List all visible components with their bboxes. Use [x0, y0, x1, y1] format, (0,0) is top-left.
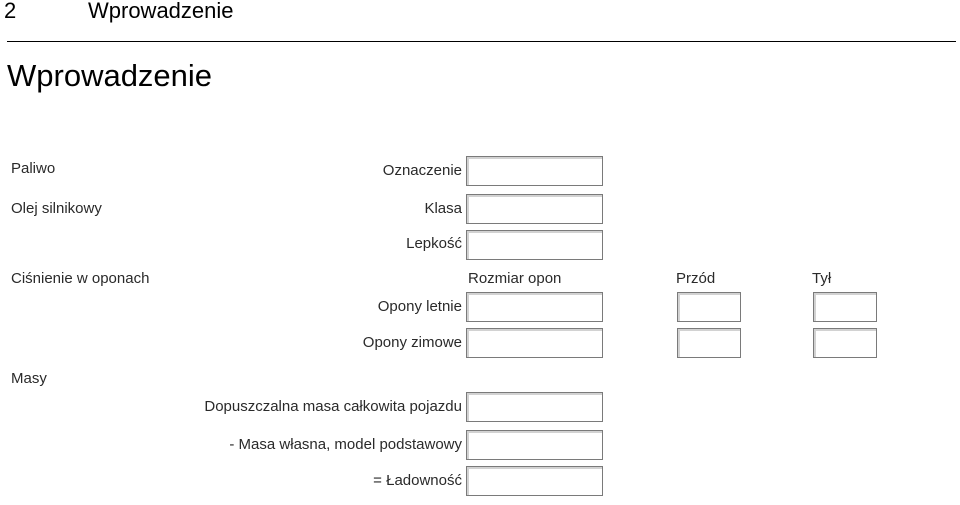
payload-field[interactable] [466, 466, 603, 496]
fuel-designation-field[interactable] [466, 156, 603, 186]
winter-rear-pressure-field[interactable] [813, 328, 877, 358]
tire-pressure-section-label: Ciśnienie w oponach [11, 270, 150, 287]
tire-size-column-header: Rozmiar opon [468, 270, 562, 287]
fuel-designation-label: Oznaczenie [382, 162, 462, 179]
gross-mass-label: Dopuszczalna masa całkowita pojazdu [204, 398, 462, 415]
oil-class-field[interactable] [466, 194, 603, 224]
winter-front-pressure-field[interactable] [677, 328, 741, 358]
oil-viscosity-field[interactable] [466, 230, 603, 260]
payload-label: = Ładowność [373, 472, 462, 489]
summer-rear-pressure-field[interactable] [813, 292, 877, 322]
fuel-section-label: Paliwo [11, 160, 56, 177]
rear-column-header: Tył [812, 270, 832, 287]
gross-mass-field[interactable] [466, 392, 603, 422]
page-title: Wprowadzenie [7, 58, 213, 93]
running-title: Wprowadzenie [88, 0, 234, 23]
summer-front-pressure-field[interactable] [677, 292, 741, 322]
engine-oil-section-label: Olej silnikowy [11, 200, 102, 217]
curb-mass-field[interactable] [466, 430, 603, 460]
masses-section-label: Masy [11, 370, 47, 387]
header-divider [7, 41, 956, 42]
oil-class-label: Klasa [424, 200, 462, 217]
summer-tire-size-field[interactable] [466, 292, 603, 322]
page-number: 2 [4, 0, 17, 23]
winter-tires-label: Opony zimowe [362, 334, 462, 351]
winter-tire-size-field[interactable] [466, 328, 603, 358]
oil-viscosity-label: Lepkość [406, 235, 462, 252]
curb-mass-label: - Masa własna, model podstawowy [229, 436, 462, 453]
summer-tires-label: Opony letnie [377, 298, 462, 315]
front-column-header: Przód [676, 270, 716, 287]
